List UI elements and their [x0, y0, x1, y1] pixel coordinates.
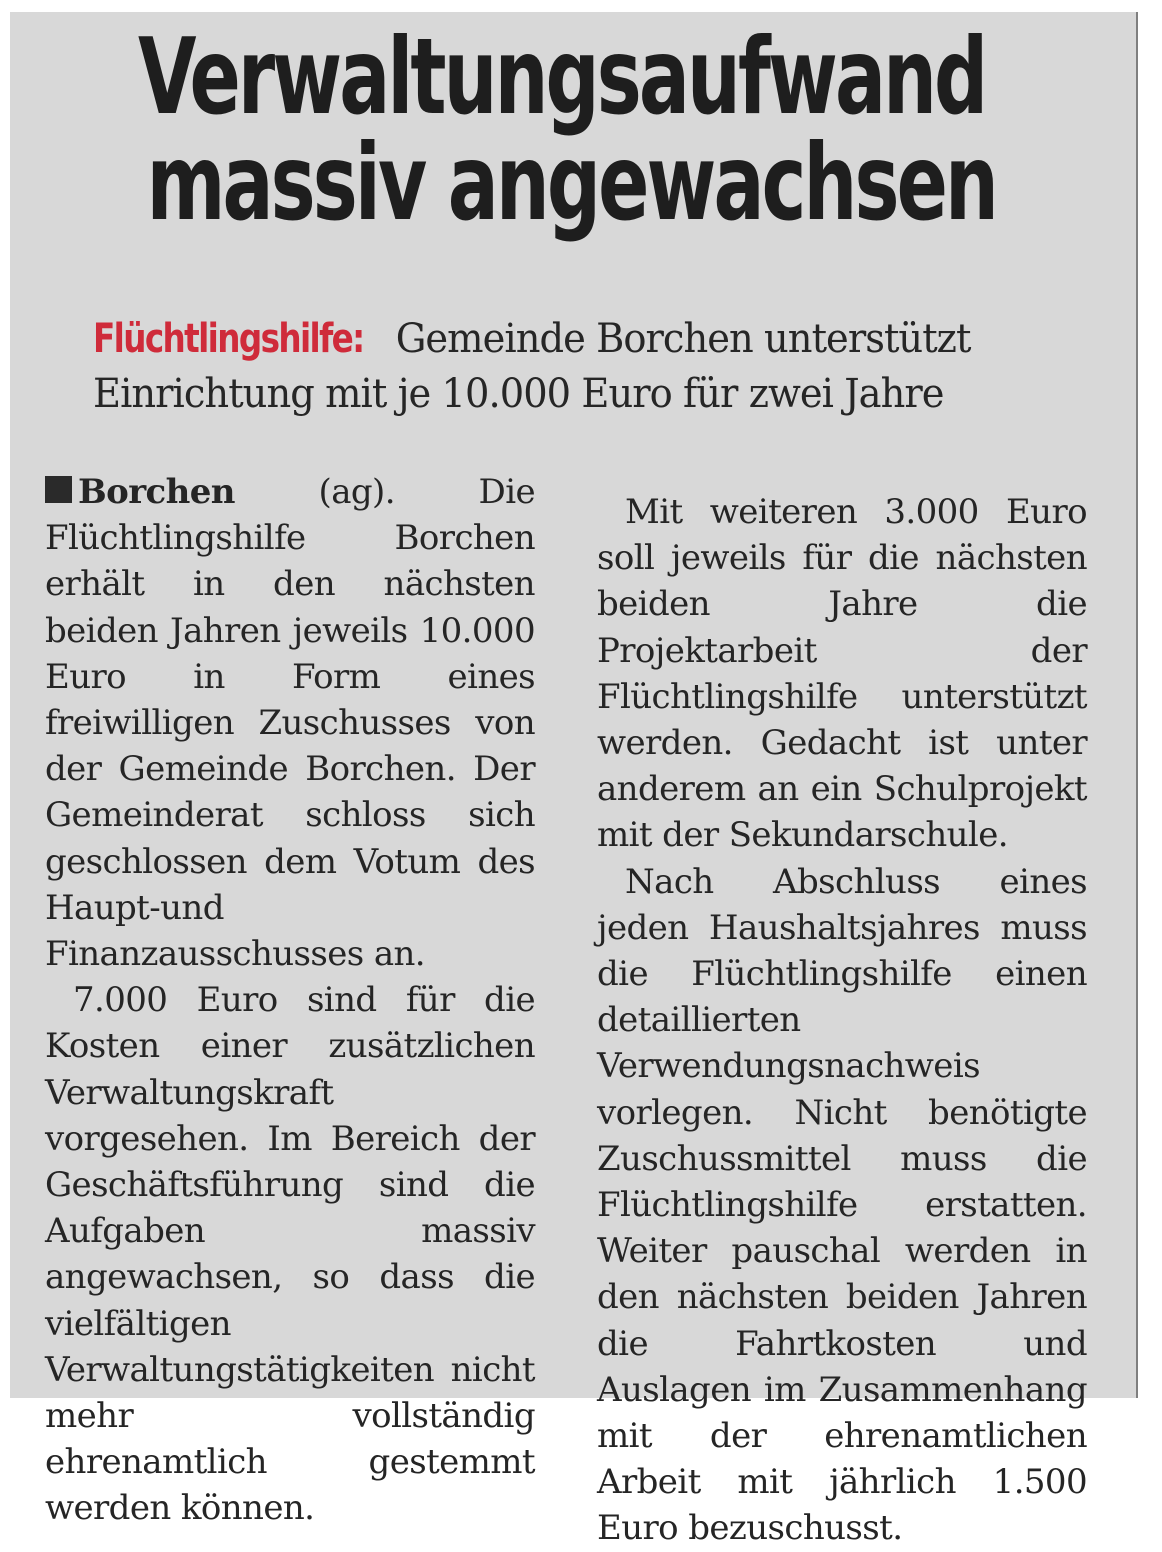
headline: [138, 16, 996, 244]
article-paragraph: [45, 469, 535, 977]
article-paragraph: Mit weiteren 3.000 Euro soll jeweils für die nächsten beiden Jahre die Projektarbeit der Flüchtlingshilfe unterstützt werden. Gedacht ist unter anderem an ein Schulprojekt mit der Sekundarschule.: [597, 492, 1087, 856]
subheadline-line-2: Einrichtung mit je 10.000 Euro für zwei Jahre: [93, 371, 944, 417]
dateline: Borchen: [78, 472, 235, 512]
subheadline-line-1: [93, 312, 1034, 367]
subheadline-text-1: Gemeinde Borchen unterstützt: [395, 316, 971, 362]
newspaper-clipping: [10, 12, 1138, 1549]
paragraph-marker-icon: [45, 476, 72, 503]
headline-line-1: Verwaltungsaufwand: [138, 16, 986, 138]
article-paragraph: Nach Abschluss eines jeden Haushaltsjahres muss die Flüchtlingshilfe einen detaillierten Verwendungsnachweis vorlegen. Nicht benötigte Zuschussmittel muss die Flüchtlingshilfe erstatten. Weiter pauschal werden in den nächsten beiden Jahren die Fahrtkosten und Auslagen im Zusammenhang mit der ehrenamtlichen Arbeit mit jährlich 1.500 Euro bezuschusst.: [597, 861, 1087, 1549]
article-column-left: [45, 469, 535, 1532]
source-tag: (ag).: [318, 472, 395, 512]
article-paragraph: 7.000 Euro sind für die Kosten einer zusätzlichen Verwaltungskraft vorgesehen. Im Bereich der Geschäftsführung sind die Aufgaben massiv angewachsen, so dass die vielfältigen Verwaltungstätigkeiten nicht mehr vollständig ehrenamtlich gestemmt werden können.: [45, 980, 535, 1529]
subheadline: [93, 312, 1034, 422]
paragraph-text: Die Flüchtlingshilfe Borchen erhält in den nächsten beiden Jahren jeweils 10.000 Euro in Form eines freiwilligen Zuschusses von der Gemeinde Borchen. Der Gemeinderat schloss sich geschlossen dem Votum des Haupt-und Finanzausschusses an.: [45, 472, 535, 975]
kicker: Flüchtlingshilfe:: [93, 316, 364, 362]
article-column-right: [597, 489, 1087, 1552]
headline-line-2: massiv angewachsen: [146, 122, 996, 244]
